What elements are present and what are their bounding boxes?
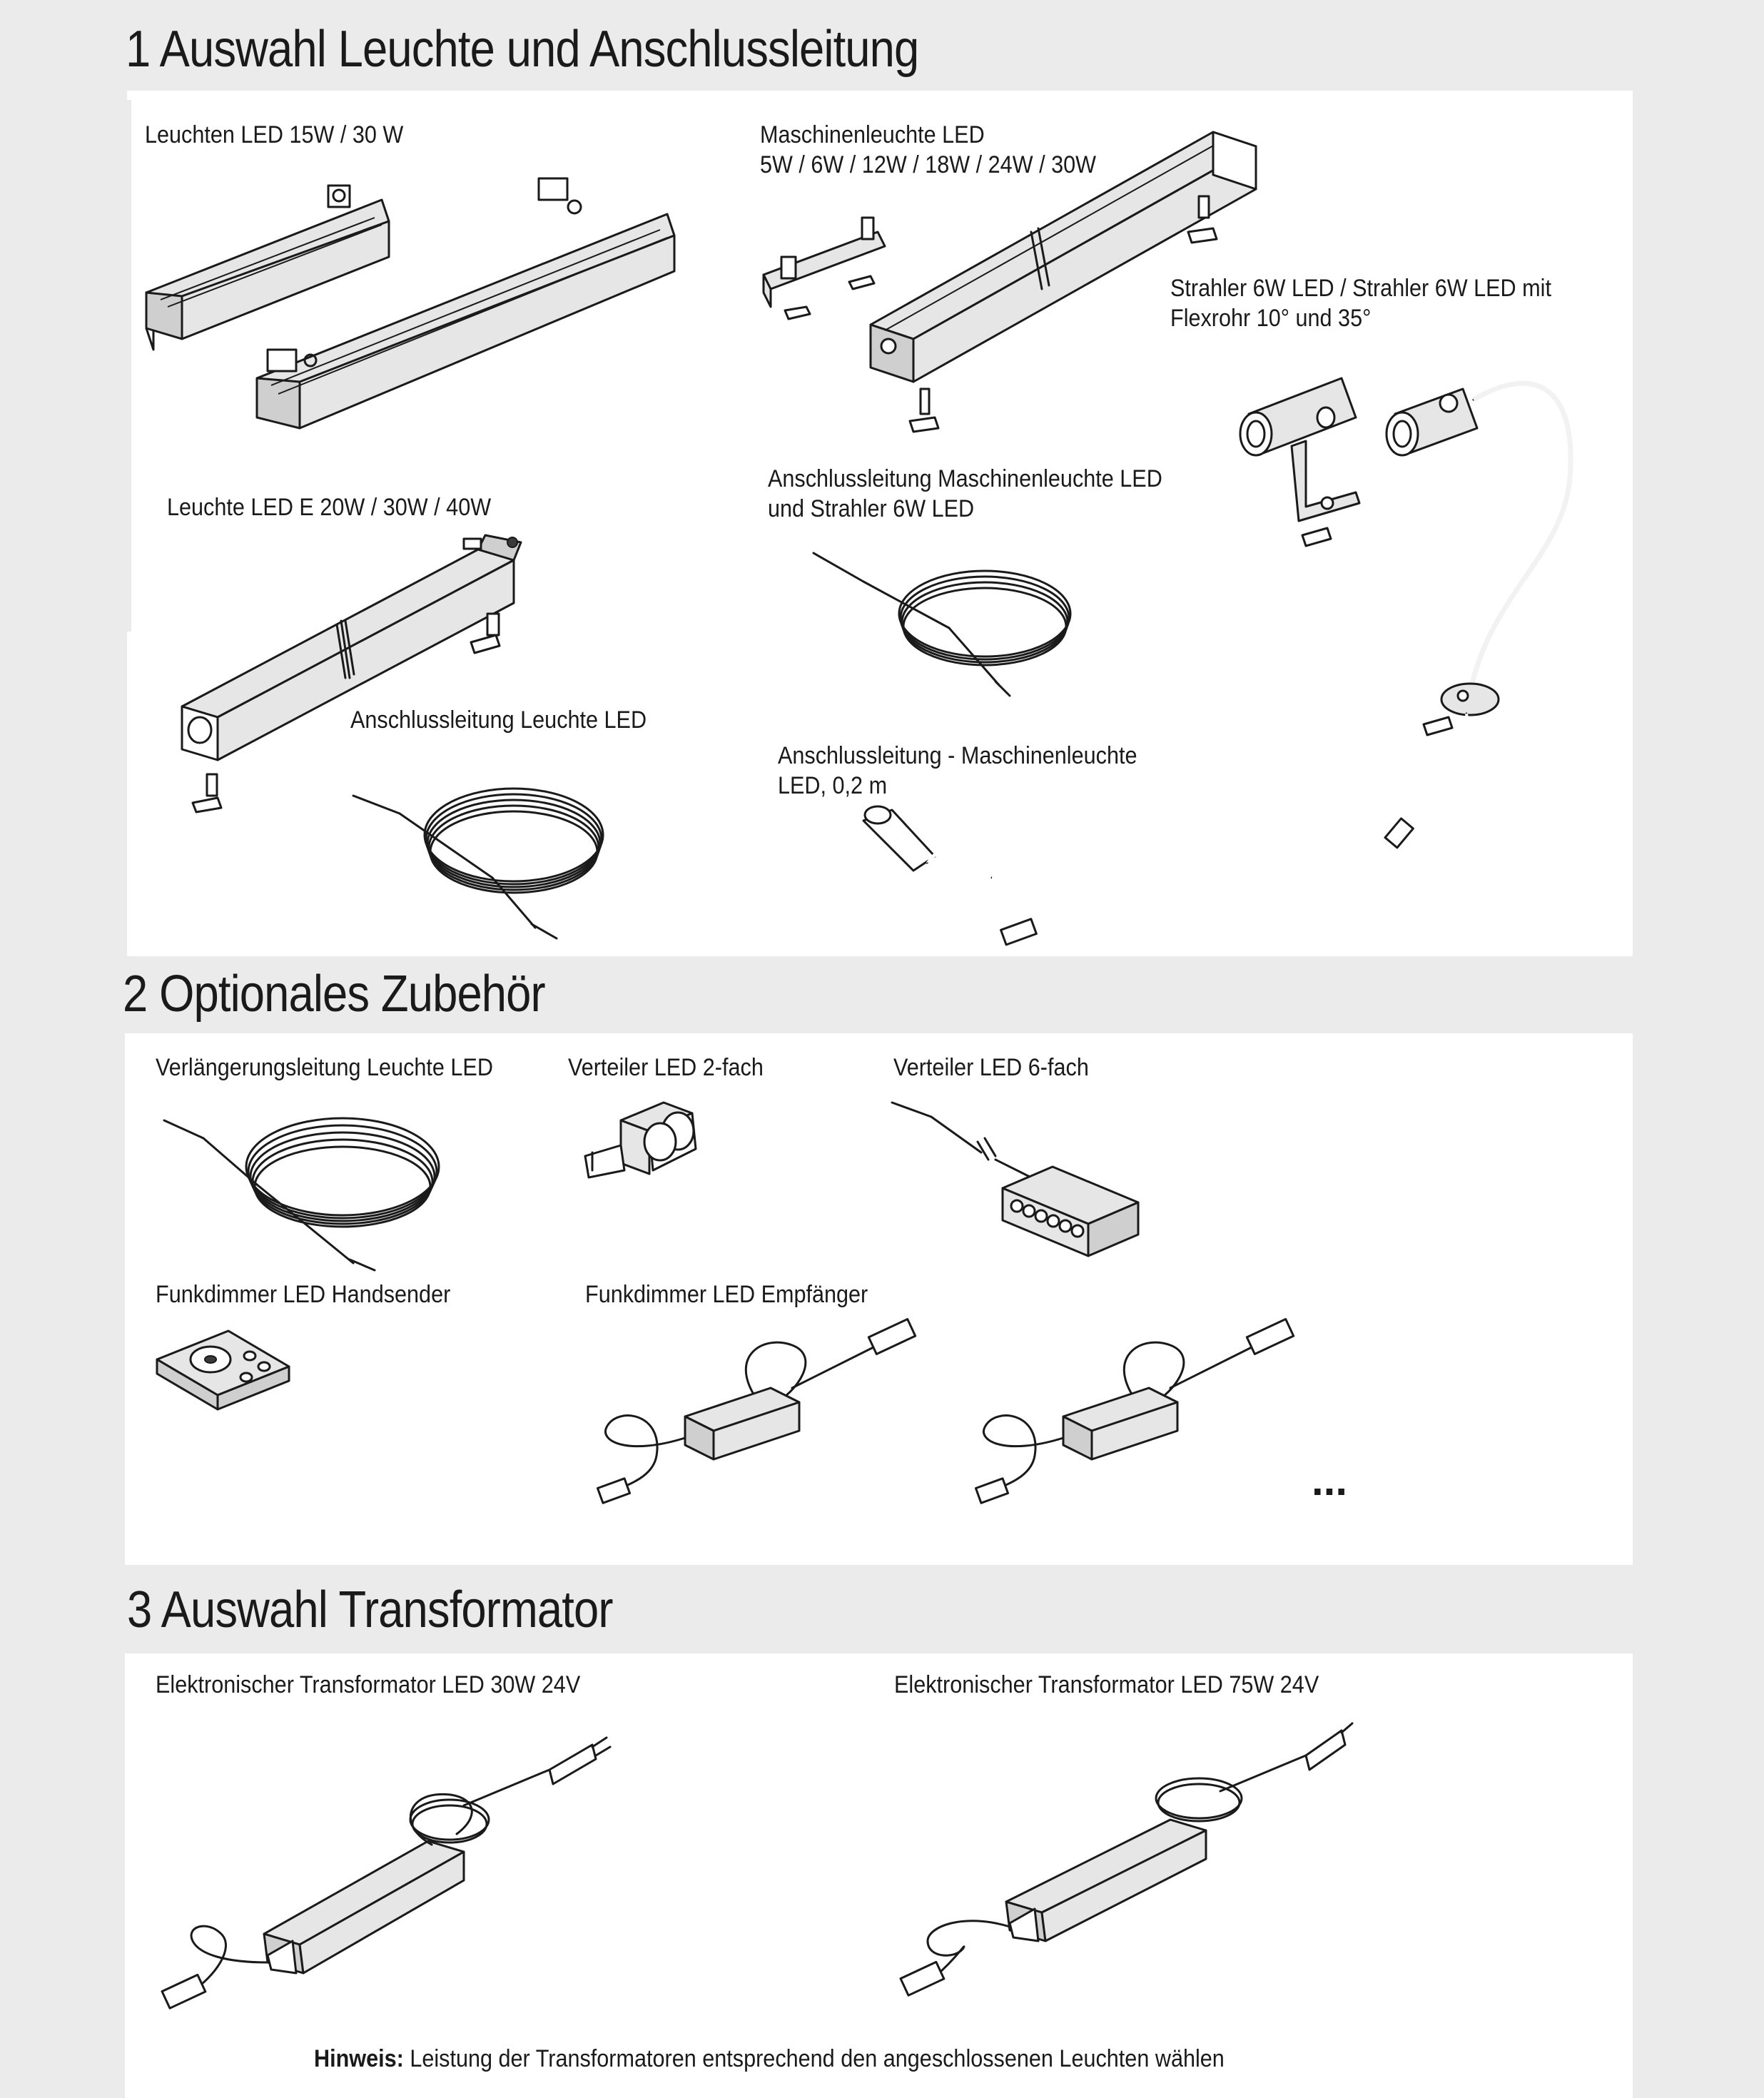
- label-leuchten-led: Leuchten LED 15W / 30 W: [145, 121, 404, 148]
- verlaengerung-coil-illustration: [161, 1106, 446, 1277]
- anschluss-kurz-illustration: [849, 792, 1092, 949]
- label-anschluss-maschinen-1: Anschlussleitung Maschinenleuchte LED: [768, 465, 1162, 492]
- label-anschluss-kurz-2: LED, 0,2 m: [778, 772, 888, 799]
- section-1-title: 1 Auswahl Leuchte und Anschlussleitung: [126, 21, 919, 78]
- label-anschluss-kurz-1: Anschlussleitung - Maschinenleuchte: [778, 742, 1137, 769]
- label-funkdimmer-empfaenger: Funkdimmer LED Empfänger: [585, 1281, 868, 1308]
- label-funkdimmer-handsender: Funkdimmer LED Handsender: [156, 1281, 451, 1308]
- verteiler-2fach-illustration: [578, 1099, 706, 1185]
- label-verteiler-2fach: Verteiler LED 2-fach: [568, 1054, 764, 1081]
- funkdimmer-empfaenger-illustration-1: [585, 1313, 921, 1513]
- hinweis-label: Hinweis:: [314, 2045, 404, 2072]
- leuchten-led-illustration: [139, 164, 681, 450]
- section-3-title: 3 Auswahl Transformator: [127, 1581, 613, 1638]
- panel-notch: [123, 100, 131, 632]
- label-trafo-30w: Elektronischer Transformator LED 30W 24V: [156, 1671, 581, 1698]
- label-maschinenleuchte-2: 5W / 6W / 12W / 18W / 24W / 30W: [760, 151, 1097, 178]
- section-2-title: 2 Optionales Zubehör: [123, 966, 545, 1023]
- maschinenleuchte-illustration: [756, 125, 1270, 439]
- label-leuchte-led-e: Leuchte LED E 20W / 30W / 40W: [167, 494, 492, 521]
- strahler-illustration: [1235, 357, 1606, 871]
- label-verlaengerung: Verlängerungsleitung Leuchte LED: [156, 1054, 493, 1081]
- label-strahler-1: Strahler 6W LED / Strahler 6W LED mit: [1170, 275, 1551, 302]
- funkdimmer-handsender-illustration: [150, 1320, 300, 1413]
- label-verteiler-6fach: Verteiler LED 6-fach: [893, 1054, 1089, 1081]
- anschluss-maschinen-coil-illustration: [806, 542, 1078, 699]
- trafo-30w-illustration: [150, 1727, 621, 2027]
- label-trafo-75w: Elektronischer Transformator LED 75W 24V: [894, 1671, 1319, 1698]
- more-ellipsis: ...: [1312, 1456, 1348, 1504]
- label-strahler-2: Flexrohr 10° und 35°: [1170, 305, 1372, 332]
- funkdimmer-empfaenger-illustration-2: [963, 1313, 1299, 1513]
- hinweis-text: Leistung der Transformatoren entsprechend den angeschlossenen Leuchten wählen: [403, 2045, 1225, 2072]
- trafo-75w-illustration: [885, 1713, 1356, 2012]
- label-anschluss-maschinen-2: und Strahler 6W LED: [768, 495, 975, 522]
- anschluss-leuchte-coil-illustration: [350, 764, 614, 949]
- verteiler-6fach-illustration: [888, 1095, 1145, 1267]
- hinweis-note: [314, 2045, 1225, 2073]
- label-maschinenleuchte-1: Maschinenleuchte LED: [760, 121, 985, 148]
- label-anschluss-leuchte: Anschlussleitung Leuchte LED: [350, 706, 647, 734]
